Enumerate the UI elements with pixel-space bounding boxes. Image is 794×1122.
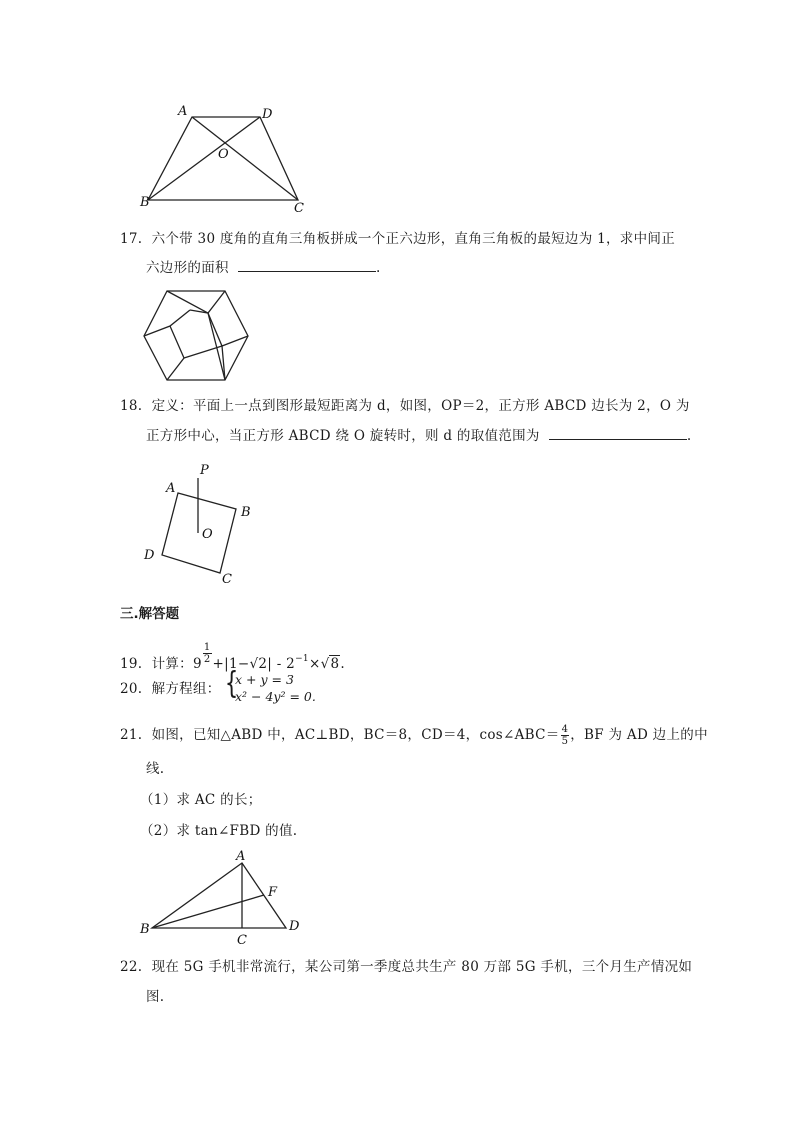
brace-icon: { [224,666,239,701]
label-b: B [140,922,150,937]
diagonal-bd [148,117,260,200]
diagonal-ac [192,117,298,200]
q17-text-1: 六个带 30 度角的直角三角板拼成一个正六边形，直角三角板的最短边为 1，求中间正 [151,231,676,247]
section-heading: 三.解答题 [120,606,180,622]
label-a: A [236,849,246,864]
equation-system [222,666,352,708]
label-a: A [178,104,188,119]
q21-cos-fraction: $\frac{4}{5}$ [561,724,569,747]
label-b: B [241,505,251,520]
q21-subquestion-2: （2）求 tan∠FBD 的值. [140,823,298,839]
q19-exponent-fraction: $\frac{1}{2}$ [203,642,211,665]
label-a: A [166,481,176,496]
q17-line2 [146,259,381,277]
trapezoid-figure [136,100,316,220]
equation-1: x + y = 3 [235,672,294,687]
q18-line2 [146,427,692,445]
label-o: O [218,147,229,162]
label-o: O [202,527,213,542]
inner-pinwheel-3 [208,313,248,346]
square-abcd [162,493,236,573]
q17-answer-blank[interactable] [238,259,376,272]
inner-pinwheel-4 [184,346,225,380]
q19-line: 19. 计算：9 $\frac{1}{2}$ $+|1-√2| - 2^{-1}\times√8$. [120,642,345,672]
q19-root: 8 [330,656,340,672]
q19-number: 19. [120,656,143,672]
q17-line1 [120,230,675,248]
outer-hexagon [144,291,248,380]
label-d: D [262,107,273,122]
inner-pinwheel-2 [190,291,225,313]
q17-number: 17. [120,231,143,247]
q18-end: . [686,428,692,444]
triangle-figure [138,848,308,948]
q17-text-2: 六边形的面积 [146,260,229,276]
q21-text-1a: 如图，已知△ABD 中，AC⊥BD，BC＝8，CD＝4，cos∠ABC＝ [151,727,560,743]
hexagon-figure [140,288,252,388]
q22-text-1: 现在 5G 手机非常流行，某公司第一季度总共生产 80 万部 5G 手机，三个月生产情况如 [151,959,693,975]
q21-line2: 线. [146,761,165,777]
label-d: D [144,548,155,563]
label-c: C [222,572,232,587]
q21-number: 21. [120,727,143,743]
q18-text-1: 定义：平面上一点到图形最短距离为 d，如图，OP＝2，正方形 ABCD 边长为 2，O 为 [151,398,690,414]
q18-number: 18. [120,398,143,414]
q19-times: × [308,656,321,672]
inner-pinwheel-5 [167,326,184,380]
q22-line1 [120,958,692,976]
q18-text-2: 正方形中心，当正方形 ABCD 绕 O 旋转时，则 d 的取值范围为 [146,428,540,444]
equation-2: x² − 4y² = 0. [235,689,316,704]
inner-pinwheel [167,291,225,380]
q21-subquestion-1: （1）求 AC 的长； [140,792,262,808]
q20-label: 解方程组： [151,681,221,697]
q22-number: 22. [120,959,143,975]
label-b: B [140,195,150,210]
q22-line2: 图. [146,989,165,1005]
label-p: P [200,463,209,478]
label-c: C [237,933,247,948]
q19-label: 计算：9 [151,656,202,672]
q18-answer-blank[interactable] [549,427,687,440]
q18-line1 [120,397,690,415]
square-rotation-figure [138,458,268,588]
q20-number: 20. [120,681,143,697]
q17-end: . [376,260,381,276]
q21-text-1b: ，BF 为 AD 边上的中 [570,727,708,743]
triangle-abd [152,863,286,928]
q21-line1 [120,724,708,747]
label-f: F [268,885,278,900]
label-d: D [289,919,300,934]
label-c: C [294,201,304,216]
q19-exponent-2: −1 [295,654,309,664]
q19-end: . [340,656,345,672]
median-bf [152,895,264,928]
q20-line [120,680,221,698]
q19-middle: +|1−√2| - 2 [212,656,296,672]
